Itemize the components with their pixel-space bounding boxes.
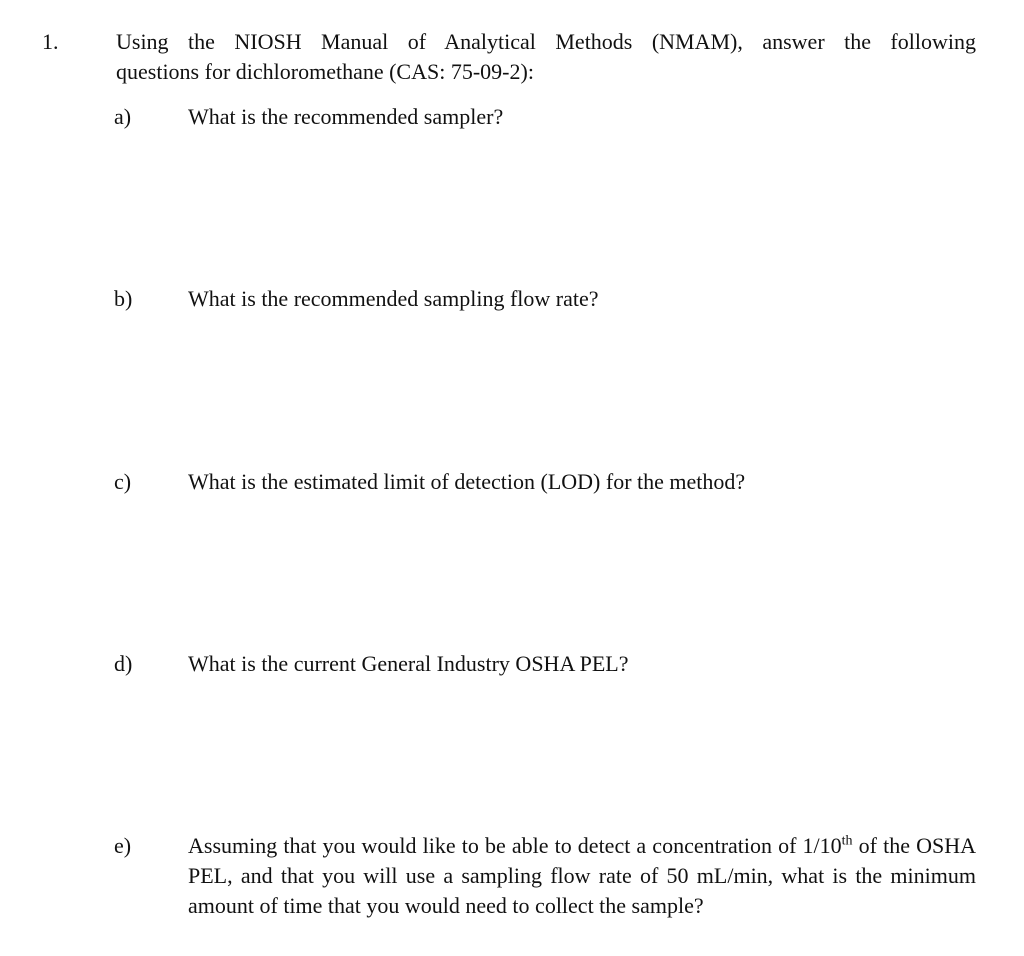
- subquestion-d-text: What is the current General Industry OSHA PEL?: [188, 651, 629, 676]
- subquestion-e-text: [188, 831, 976, 921]
- subquestion-a-label: a): [114, 104, 132, 129]
- subquestion-a-text: What is the recommended sampler?: [188, 104, 504, 129]
- subquestion-c-label: c): [114, 469, 132, 494]
- question-intro-line-1: Using the NIOSH Manual of Analytical Methods (NMAM), answer the following: [116, 29, 976, 54]
- subquestion-e-superscript: th: [841, 833, 853, 849]
- subquestion-b-text: What is the recommended sampling flow rate?: [188, 286, 599, 311]
- subquestion-c-text: What is the estimated limit of detection (LOD) for the method?: [188, 469, 746, 494]
- subquestion-e-label: e): [114, 833, 132, 858]
- subquestion-e-text-part-2: of the OSHA PEL, and that you will use a sampling flow rate of 50 mL/min, what is the minimum amount of time that you would need to collect the sample?: [188, 833, 976, 918]
- subquestion-d-label: d): [114, 651, 133, 676]
- question-intro: [116, 27, 976, 87]
- subquestion-b-label: b): [114, 286, 133, 311]
- question-intro-line-2: questions for dichloromethane (CAS: 75-09-2):: [116, 59, 534, 84]
- question-number: 1.: [42, 29, 59, 54]
- subquestion-e-text-part-1: Assuming that you would like to be able to detect a concentration of 1/10: [188, 833, 842, 858]
